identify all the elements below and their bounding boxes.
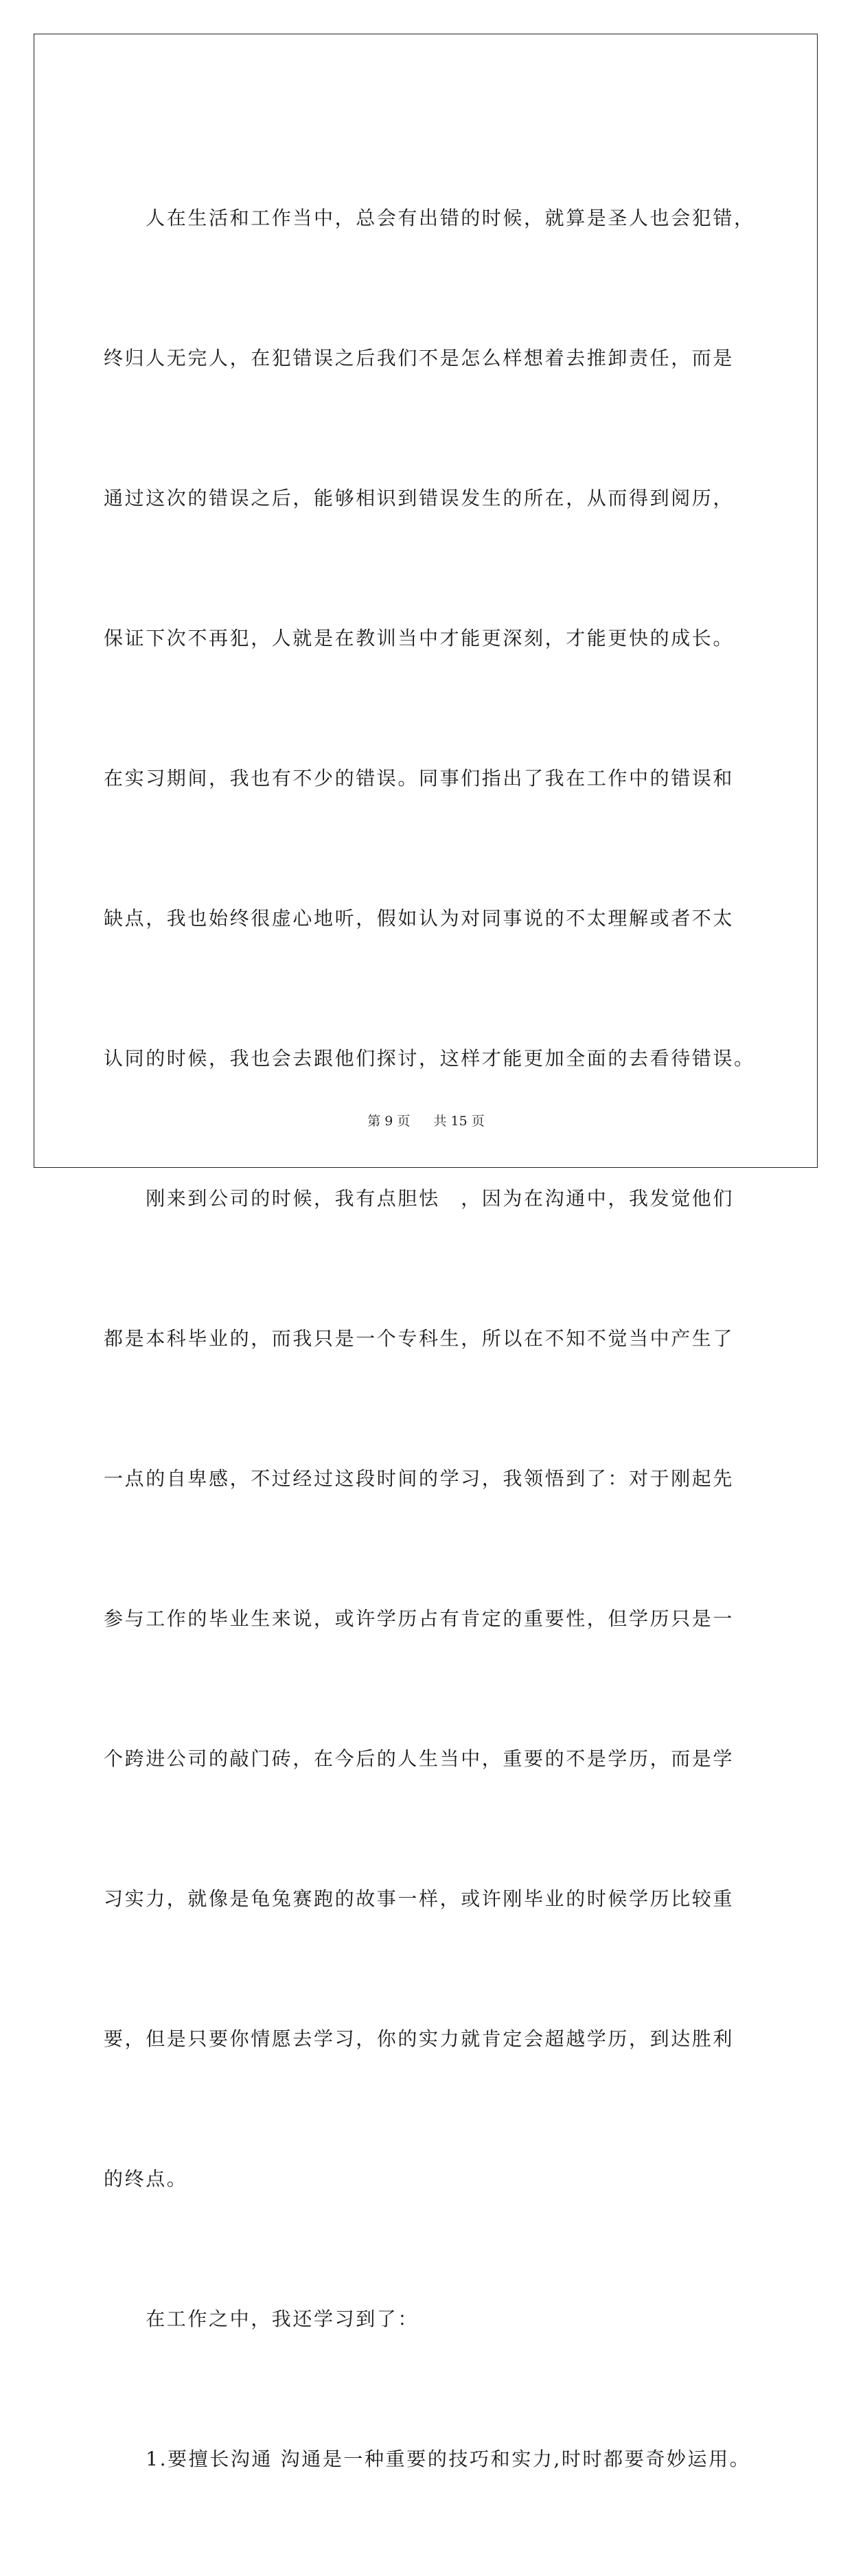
text-line: 1.要擅长沟通 沟通是一种重要的技巧和实力,时时都要奇妙运用。 <box>104 2448 751 2470</box>
page-total: 共 15 页 <box>433 1114 485 1129</box>
text-line: 习实力，就像是龟兔赛跑的故事一样，或许刚毕业的时候学历比较重 <box>104 1887 735 1910</box>
document-body <box>104 102 755 2576</box>
text-line: 参与工作的毕业生来说，或许学历占有肯定的重要性，但学历只是一 <box>104 1607 735 1630</box>
page-number: 第 9 页 <box>367 1114 411 1129</box>
text-line: 的终点。 <box>104 2167 188 2190</box>
text-line: 要，但是只要你情愿去学习，你的实力就肯定会超越学历，到达胜利 <box>104 2027 735 2050</box>
text-line: 都是本科毕业的，而我只是一个专科生，所以在不知不觉当中产生了 <box>104 1327 735 1350</box>
text-line: 一点的自卑感，不过经过这段时间的学习，我领悟到了：对于刚起先 <box>104 1467 735 1490</box>
text-line: 刚来到公司的时候，我有点胆怯 ，因为在沟通中，我发觉他们 <box>104 1187 735 1210</box>
page-footer <box>0 1111 852 1129</box>
text-line: 个跨进公司的敲门砖，在今后的人生当中，重要的不是学历，而是学 <box>104 1747 735 1770</box>
text-line: 在工作之中，我还学习到了： <box>104 2308 419 2330</box>
body-paragraph <box>104 102 755 2576</box>
text-line: 终归人无完人，在犯错误之后我们不是怎么样想着去推卸责任，而是 <box>104 347 735 369</box>
text-line: 缺点，我也始终很虚心地听，假如认为对同事说的不太理解或者不太 <box>104 907 735 930</box>
text-line: 通过这次的错误之后，能够相识到错误发生的所在，从而得到阅历， <box>104 487 735 509</box>
text-line: 人在生活和工作当中，总会有出错的时候，就算是圣人也会犯错， <box>104 207 755 229</box>
text-line: 在实习期间，我也有不少的错误。同事们指出了我在工作中的错误和 <box>104 767 735 790</box>
text-line: 认同的时候，我也会去跟他们探讨，这样才能更加全面的去看待错误。 <box>104 1047 755 1070</box>
text-line: 保证下次不再犯，人就是在教训当中才能更深刻，才能更快的成长。 <box>104 627 735 649</box>
